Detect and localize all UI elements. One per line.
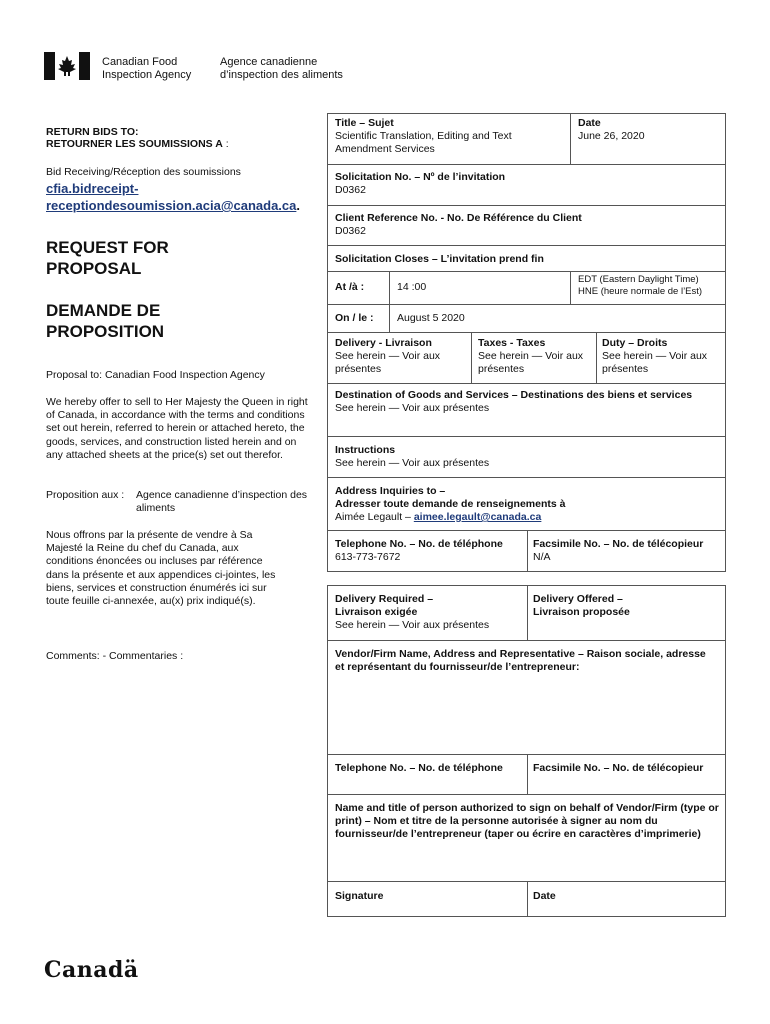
date-cell: Date June 26, 2020 (578, 117, 645, 142)
destination-cell: Destination of Goods and Services – Destinations des biens et services See herein — Voir aux présentes (335, 389, 693, 414)
vendor-firm-field[interactable]: Vendor/Firm Name, Address and Representative – Raison sociale, adresse et représentant du fournisseur/de l’entrepreneur: (335, 648, 706, 673)
offer-paragraph-fr: Nous offrons par la présente de vendre à Sa Majesté la Reine du chef du Canada, aux conditions énoncées ou incluses par référence dans la présente et aux appendices ci-jointes, les biens, services et construction énumérés ici sur toute feuille ci-annexée, au(x) prix indiqué(s). (46, 529, 276, 608)
closing-time-label: At /à : (335, 281, 365, 293)
bid-receiving-label: Bid Receiving/Réception des soumissions (46, 166, 241, 178)
telephone-cell: Telephone No. – No. de téléphone 613-773-7672 (335, 538, 503, 563)
canada-flag-icon (44, 52, 90, 80)
signature-date-field[interactable]: Date (533, 890, 556, 902)
comments-label: Comments: - Commentaries : (46, 650, 184, 662)
proposition-value: Agence canadienne d’inspection des aliments (136, 489, 308, 514)
proposition-label: Proposition aux : (46, 489, 125, 501)
closing-time-value: 14 :00 (397, 281, 427, 293)
offer-paragraph-en: We hereby offer to sell to Her Majesty the Queen in right of Canada, in accordance with the terms and conditions set out herein, referred to herein or attached hereto, the goods, services, and construction listed herein and on any attached sheets at the price(s) set out therefor. (46, 396, 308, 461)
time-zone-cell: EDT (Eastern Daylight Time) HNE (heure normale de l’Est) (578, 274, 703, 297)
address-inquiries-cell: Address Inquiries to – Adresser toute demande de renseignements à Aimée Legault – aimee.legault@canada.ca (335, 485, 566, 523)
solicitation-closes-cell: Solicitation Closes – L’invitation prend fin (335, 253, 544, 265)
closing-date-label: On / le : (335, 312, 374, 324)
contact-email-link[interactable]: aimee.legault@canada.ca (413, 511, 542, 523)
demande-de-proposition-title: DEMANDE DE PROPOSITION (46, 301, 165, 341)
instructions-cell: Instructions See herein — Voir aux présentes (335, 444, 490, 469)
proposal-to-text: Proposal to: Canadian Food Inspection Agency (46, 369, 265, 381)
facsimile-cell: Facsimile No. – No. de télécopieur N/A (533, 538, 704, 563)
vendor-facsimile-field[interactable]: Facsimile No. – No. de télécopieur (533, 762, 704, 774)
title-cell: Title – Sujet Scientific Translation, Editing and Text Amendment Services (335, 117, 512, 155)
vendor-telephone-field[interactable]: Telephone No. – No. de téléphone (335, 762, 503, 774)
delivery-cell: Delivery - Livraison See herein — Voir aux présentes (335, 337, 441, 375)
taxes-cell: Taxes - Taxes See herein — Voir aux présentes (478, 337, 584, 375)
closing-date-value: August 5 2020 (397, 312, 465, 324)
request-for-proposal-title: REQUEST FOR PROPOSAL (46, 238, 169, 278)
agency-name-fr: Agence canadienne d’inspection des aliments (220, 56, 343, 81)
delivery-offered-cell[interactable]: Delivery Offered – Livraison proposée (533, 593, 630, 618)
bid-receipt-email-link[interactable]: cfia.bidreceipt- receptiondesoumission.acia@canada.ca. (46, 181, 301, 213)
duty-cell: Duty – Droits See herein — Voir aux présentes (602, 337, 708, 375)
delivery-required-cell: Delivery Required – Livraison exigée See herein — Voir aux présentes (335, 593, 490, 631)
agency-name-en: Canadian Food Inspection Agency (102, 56, 192, 81)
solicitation-number-cell: Solicitation No. – Nº de l’invitation D0362 (335, 171, 506, 196)
signature-field[interactable]: Signature (335, 890, 384, 902)
client-reference-cell: Client Reference No. - No. De Référence du Client D0362 (335, 212, 582, 237)
authorized-person-field[interactable]: Name and title of person authorized to sign on behalf of Vendor/Firm (type or print) – Nom et titre de la personne autorisée à signer au nom du fournisseur/de l’entrepreneur (taper ou écrire en caractères d’imprimerie) (335, 802, 719, 840)
return-bids-heading: RETURN BIDS TO: RETOURNER LES SOUMISSIONS A : (46, 126, 229, 150)
canada-wordmark: Canadä (44, 957, 139, 983)
